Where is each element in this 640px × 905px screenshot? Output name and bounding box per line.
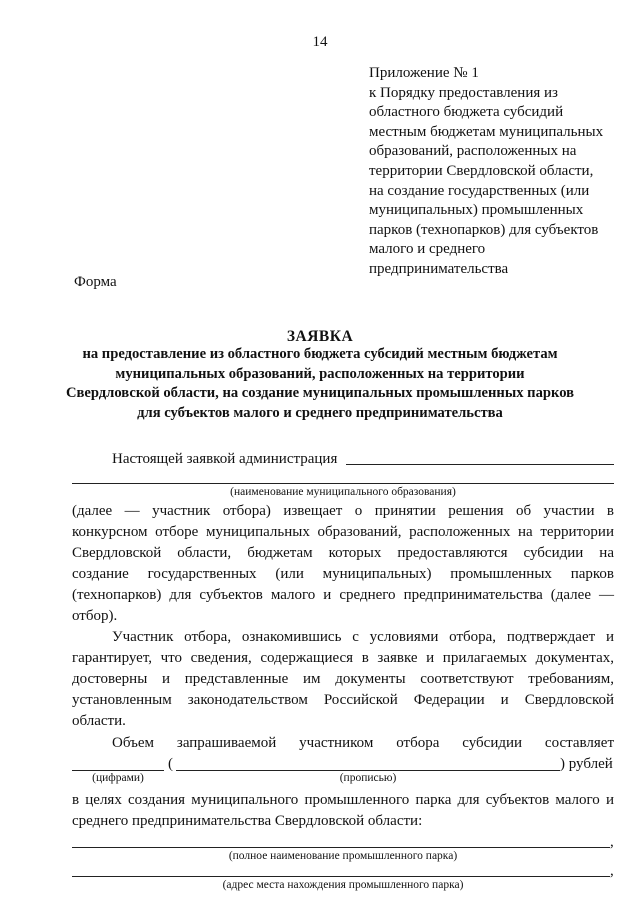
amount-currency: ) рублей bbox=[560, 756, 613, 772]
paragraph-2-line: установленным законодательством Российской Федерации и Свердловской bbox=[72, 692, 614, 708]
subtitle-line: на предоставление из областного бюджета субсидий местным бюджетам bbox=[82, 346, 558, 362]
appendix-line: образований, расположенных на bbox=[369, 143, 577, 160]
park-address-comma: , bbox=[610, 863, 614, 879]
appendix-line: муниципальных) промышленных bbox=[369, 202, 584, 219]
park-name-field[interactable] bbox=[72, 847, 610, 848]
document-subtitle bbox=[0, 345, 640, 423]
paragraph-1-line: (технопарков) для субъектов малого и среднего предпринимательства (далее — bbox=[72, 587, 614, 603]
paragraph-2-last-line: области. bbox=[72, 713, 126, 729]
form-label: Форма bbox=[74, 274, 117, 290]
hint-park-name: (полное наименование промышленного парка) bbox=[228, 850, 458, 862]
subtitle-line: Свердловской области, на создание муниципальных промышленных парков bbox=[65, 385, 575, 401]
subtitle-line: для субъектов малого и среднего предпринимательства bbox=[137, 404, 503, 421]
appendix-line: Приложение № 1 bbox=[369, 65, 479, 81]
appendix-line: областного бюджета субсидий bbox=[369, 104, 564, 121]
hint-digits: (цифрами) bbox=[92, 772, 144, 784]
paragraph-1-line: создание государственных (или муниципальных) промышленных парков bbox=[72, 566, 614, 582]
intro-text: Настоящей заявкой администрация bbox=[112, 451, 338, 467]
paragraph-3-line: Объем запрашиваемой участником отбора субсидии составляет bbox=[112, 735, 614, 751]
paragraph-1-line: (далее — участник отбора) извещает о принятии решения об участии в bbox=[72, 503, 614, 519]
paragraph-1-line: Свердловской области, бюджетам которых предоставляются субсидии на bbox=[72, 545, 614, 561]
hint-words: (прописью) bbox=[339, 772, 397, 784]
park-name-comma: , bbox=[610, 834, 614, 850]
paragraph-2-line: Участник отбора, ознакомившись с условиями отбора, подтверждает и bbox=[112, 629, 614, 645]
park-address-field[interactable] bbox=[72, 876, 610, 877]
appendix-line: местным бюджетам муниципальных bbox=[369, 123, 604, 140]
appendix-line: предпринимательства bbox=[369, 260, 509, 277]
appendix-line: парков (технопарков) для субъектов bbox=[369, 221, 599, 238]
paragraph-1-last-line: отбор). bbox=[72, 608, 118, 624]
appendix-line: к Порядку предоставления из bbox=[369, 84, 558, 101]
document-title: ЗАЯВКА bbox=[286, 328, 354, 345]
appendix-block bbox=[369, 64, 603, 280]
amount-digits-field[interactable] bbox=[72, 770, 164, 771]
paragraph-2-line: достоверны и представленные им документы соответствуют требованиям, bbox=[72, 671, 614, 687]
amount-open-paren: ( bbox=[168, 756, 173, 772]
hint-municipality: (наименование муниципального образования) bbox=[230, 486, 456, 498]
page-number: 14 bbox=[312, 34, 328, 50]
appendix-line: территории Свердловской области, bbox=[369, 162, 594, 179]
purpose-line: в целях создания муниципального промышленного парка для субъектов малого и bbox=[72, 792, 614, 808]
hint-park-address: (адрес места нахождения промышленного парка) bbox=[222, 879, 464, 891]
municipality-field-line-1[interactable] bbox=[346, 464, 614, 465]
purpose-line: среднего предпринимательства Свердловской области: bbox=[72, 813, 423, 829]
municipality-field-line-2[interactable] bbox=[72, 483, 614, 484]
paragraph-2-line: гарантирует, что сведения, содержащиеся в заявке и прилагаемых документах, bbox=[72, 650, 614, 666]
appendix-line: на создание государственных (или bbox=[369, 182, 590, 199]
amount-words-field[interactable] bbox=[176, 770, 560, 771]
subtitle-line: муниципальных образований, расположенных на территории bbox=[115, 365, 525, 382]
appendix-line: малого и среднего bbox=[369, 241, 486, 258]
paragraph-1-line: конкурсном отборе муниципальных образований, расположенных на территории bbox=[72, 524, 614, 540]
